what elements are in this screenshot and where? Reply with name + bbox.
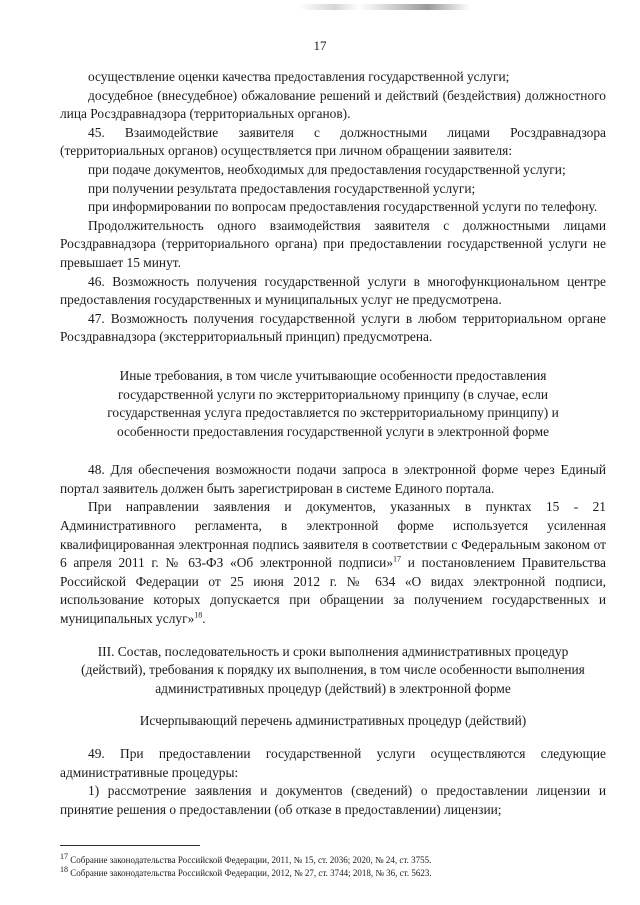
footnote-ref-17: 17 xyxy=(393,554,402,564)
paragraph-signature xyxy=(60,498,606,628)
paragraph: при подаче документов, необходимых для предоставления государственной услуги; xyxy=(88,161,566,177)
paragraph-49: 49. При предоставлении государственной услуги осуществляются следующие административные процедуры: xyxy=(60,746,606,780)
section-heading-other-requirements: Иные требования, в том числе учитывающие особенности предоставления государственной услуги по экстерриториальному принципу (в случае, если государственная услуга предоставляется по экстерриториальному принципу) и особенности предоставления государственной услуги в электронной форме xyxy=(107,367,559,439)
footnotes xyxy=(60,845,606,880)
footnote-17 xyxy=(60,854,606,867)
paragraph-49-1: 1) рассмотрение заявления и документов (сведений) о предоставлении лицензии и принятие решения о предоставлении (об отказе в предоставлении) лицензии; xyxy=(60,783,606,817)
section-heading-3: III. Состав, последовательность и сроки выполнения административных процедур (действий), требования к порядку их выполнения, в том числе особенности выполнения административных процедур (действий) в электронной форме xyxy=(81,643,585,696)
paragraph: Продолжительность одного взаимодействия заявителя с должностными лицами Росздравнадзора (территориального органа) при предоставлении государственной услуги не превышает 15 минут. xyxy=(60,217,606,270)
footnote-ref-18: 18 xyxy=(194,610,203,620)
footnote-mark: 18 xyxy=(60,865,68,874)
paragraph-46: 46. Возможность получения государственной услуги в многофункциональном центре предоставления государственных и муниципальных услуг не предусмотрена. xyxy=(60,273,606,308)
page-number: 17 xyxy=(313,38,327,53)
signature-text-2: и постановлением Правительства Российской Федерации от 25 июня 2012 г. № 634 «О видах электронной подписи, использование которых допускается при обращении за получением государственных и муниципальных услуг» xyxy=(60,555,606,627)
paragraph: при информировании по вопросам предоставления государственной услуги по телефону. xyxy=(88,199,598,215)
paragraph-48: 48. Для обеспечения возможности подачи запроса в электронной форме через Единый портал заявитель должен быть зарегистрирован в системе Единого портала. xyxy=(60,462,606,496)
paragraph-45: 45. Взаимодействие заявителя с должностными лицами Росздравнадзора (территориальных органов) осуществляется при личном обращении заявителя: xyxy=(60,124,606,159)
paragraph: досудебное (внесудебное) обжалование решений и действий (бездействия) должностного лица Росздравнадзора (территориальных органов). xyxy=(60,87,606,122)
document-body xyxy=(60,68,606,819)
paragraph: осуществление оценки качества предоставления государственной услуги; xyxy=(88,69,510,84)
subsection-heading-list: Исчерпывающий перечень административных процедур (действий) xyxy=(139,713,527,729)
signature-text-3: . xyxy=(202,611,206,627)
signature-text-1: При направлении заявления и документов, указанных в пунктах 15 - 21 Административного регламента, в электронной форме используется усиленная квалифицированная электронная подпись заявителя в соответствии с Федеральным законом от 6 апреля 2011 г. № 63-ФЗ «Об электронной подписи» xyxy=(60,499,606,571)
footnote-18 xyxy=(60,867,606,880)
paragraph: при получении результата предоставления государственной услуги; xyxy=(88,180,476,196)
footnote-mark: 17 xyxy=(60,852,68,861)
scan-artifact xyxy=(300,4,470,10)
footnote-text: Собрание законодательства Российской Федерации, 2012, № 27, ст. 3744; 2018, № 36, ст. 5623. xyxy=(68,868,432,878)
footnote-text: Собрание законодательства Российской Федерации, 2011, № 15, ст. 2036; 2020, № 24, ст. 3755. xyxy=(68,855,432,865)
paragraph-47: 47. Возможность получения государственной услуги в любом территориальном органе Росздравнадзора (экстерриториальный принцип) предусмотрена. xyxy=(60,310,606,345)
footnote-divider xyxy=(60,845,200,846)
